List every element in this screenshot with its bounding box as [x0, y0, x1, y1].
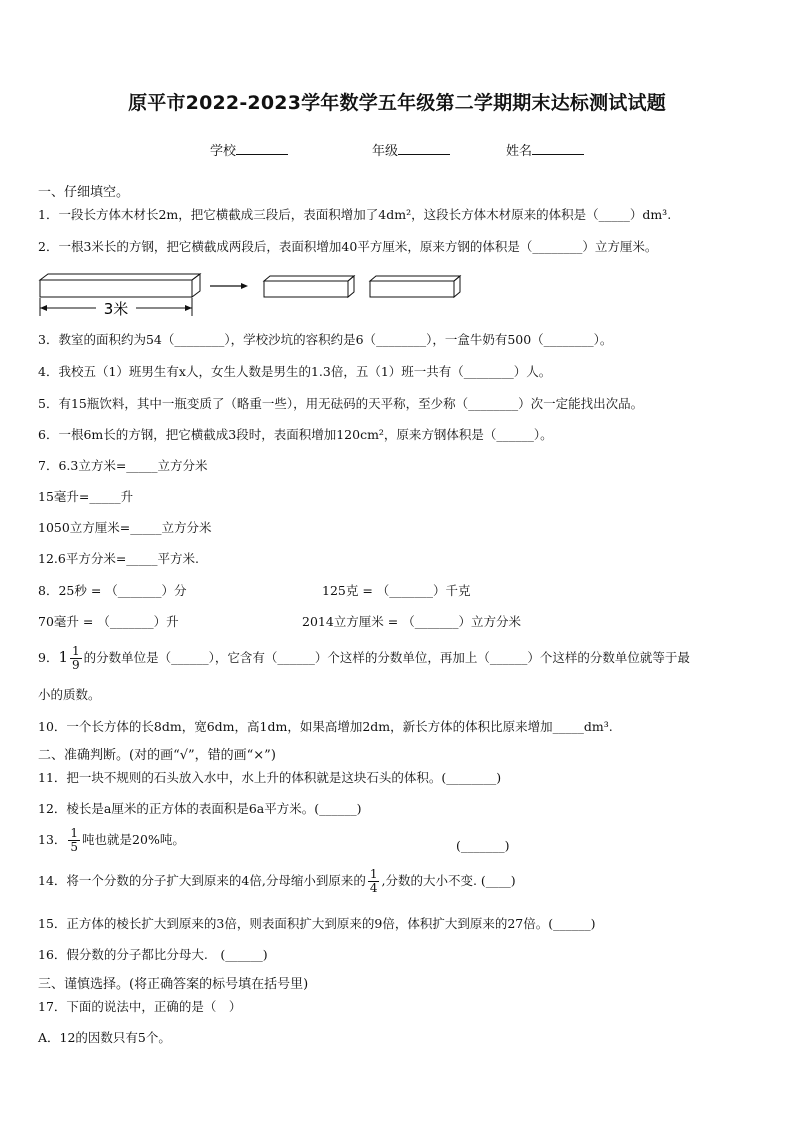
question-7b: 15毫升=_____升	[38, 489, 134, 504]
question-14-text: 14．将一个分数的分子扩大到原来的4倍,分母缩小到原来的	[38, 873, 366, 888]
fraction-denominator: 9	[72, 658, 80, 672]
section-1-heading: 一、仔细填空。	[38, 185, 130, 200]
school-label: 学校	[210, 144, 237, 159]
question-4: 4．我校五（1）班男生有x人，女生人数是男生的1.3倍，五（1）班一共有（________）人。	[38, 364, 552, 379]
fraction-denominator: 4	[369, 881, 378, 895]
question-8c: 70毫升 = （_______）升	[38, 614, 179, 629]
question-11: 11．把一块不规则的石头放入水中，水上升的体积就是这块石头的体积。(________)	[38, 770, 502, 785]
grade-field	[372, 140, 450, 159]
fraction-numerator: 1	[369, 867, 378, 881]
question-9-continued: 小的质数。	[38, 687, 101, 702]
question-7a: 7．6.3立方米=_____立方分米	[38, 458, 208, 473]
question-7c: 1050立方厘米=_____立方分米	[38, 520, 212, 535]
question-13	[38, 827, 185, 854]
grade-blank[interactable]	[398, 142, 450, 155]
question-5: 5．有15瓶饮料，其中一瓶变质了（略重一些），用无砝码的天平称，至少称（________）次一定能找出次品。	[38, 396, 644, 411]
steel-bar-figure	[36, 268, 476, 320]
grade-label: 年级	[372, 144, 399, 159]
question-9-text: 的分数单位是（______），它含有（______）个这样的分数单位，再加上（______）个这样的分数单位就等于最	[83, 650, 690, 665]
fraction-numerator: 1	[72, 644, 80, 658]
question-6: 6．一根6m长的方钢，把它横截成3段时，表面积增加120cm²，原来方钢体积是（______）。	[38, 427, 553, 442]
question-8b: 125克 = （_______）千克	[322, 583, 471, 598]
question-1: 1．一段长方体木材长2m，把它横截成三段后，表面积增加了4dm²，这段长方体木材原来的体积是（_____）dm³.	[38, 207, 672, 222]
figure-length-label: 3米	[103, 300, 129, 318]
question-13-answer: (_______)	[456, 838, 510, 853]
name-label: 姓名	[506, 144, 533, 159]
question-7d: 12.6平方分米=_____平方米.	[38, 551, 200, 566]
question-13-number: 13．	[38, 832, 67, 847]
question-17: 17．下面的说法中，正确的是（ ）	[38, 999, 242, 1014]
question-9-number: 9．	[38, 650, 59, 665]
fraction-one-fifth	[68, 827, 80, 854]
school-field	[210, 140, 288, 159]
question-10: 10．一个长方体的长8dm，宽6dm，高1dm，如果高增加2dm，新长方体的体积比原来增加_____dm³.	[38, 719, 613, 734]
section-3-heading: 三、谨慎选择。(将正确答案的标号填在括号里)	[38, 977, 309, 992]
question-15: 15．正方体的棱长扩大到原来的3倍，则表面积扩大到原来的9倍，体积扩大到原来的27倍。(______)	[38, 916, 596, 931]
question-14-text-end: ,分数的大小不变. (____)	[381, 873, 516, 888]
question-13-text: 吨也就是20%吨。	[82, 832, 185, 847]
question-8d: 2014立方厘米 = （_______）立方分米	[302, 614, 521, 629]
question-12: 12．棱长是a厘米的正方体的表面积是6a平方米。(______)	[38, 801, 362, 816]
name-field	[506, 140, 584, 159]
name-blank[interactable]	[532, 142, 584, 155]
section-2-heading: 二、准确判断。(对的画“√”，错的画“×”)	[38, 748, 276, 763]
mixed-number-whole: 1	[58, 648, 68, 666]
school-blank[interactable]	[236, 142, 288, 155]
question-17-option-a: A．12的因数只有5个。	[38, 1030, 171, 1045]
question-8a: 8．25秒 = （_______）分	[38, 583, 187, 598]
question-16: 16．假分数的分子都比分母大. (______)	[38, 947, 268, 962]
page-title: 原平市2022-2023学年数学五年级第二学期期末达标测试试题	[128, 92, 666, 114]
question-3: 3．教室的面积约为54（________），学校沙坑的容积约是6（________），一盒牛奶有500（________）。	[38, 332, 613, 347]
fraction-numerator: 1	[70, 826, 79, 840]
question-9	[38, 645, 690, 672]
fraction-one-fourth	[368, 868, 380, 895]
fraction-one-ninth	[70, 645, 82, 672]
fraction-denominator: 5	[70, 840, 79, 854]
question-2: 2．一根3米长的方钢，把它横截成两段后，表面积增加40平方厘米，原来方钢的体积是（________）立方厘米。	[38, 239, 658, 254]
question-14	[38, 868, 516, 895]
